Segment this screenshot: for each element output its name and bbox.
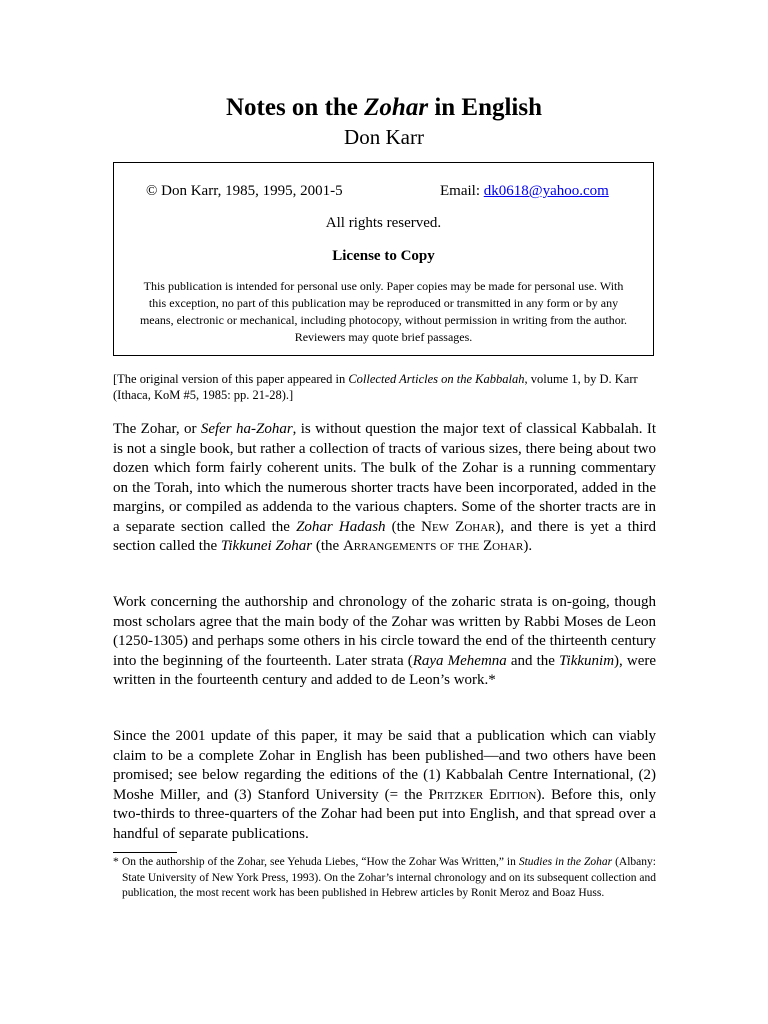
italic-run: Zohar Hadash [296,518,386,535]
footnote-divider [113,852,177,853]
footnote-mark: * [113,856,119,868]
text-run: ), were written in the fourteenth century and added to de Leon’s work.* [113,652,657,688]
note-text: [The original version of this paper appeared in [113,372,349,386]
rights-reserved: All rights reserved. [325,215,442,231]
email-link[interactable]: dk0618@yahoo.com [483,183,609,199]
italic-run: Sefer ha-Zohar [200,421,293,437]
title-suffix: in English [428,94,543,121]
italic-run: Raya Mehemna [412,652,507,669]
text-run: ), and there is yet a third section called the [113,518,656,554]
text-run: The Zohar, or [113,421,201,437]
text-run: On the authorship of the Zohar, see Yehuda Liebes, “How the Zohar Was Written,” in [122,856,519,868]
italic-run: Tikkunim [559,652,615,669]
text-run: , is without question the major text of classical Kabbalah. It is not a single book, but rather a collection of tracts of various sizes, there being about two dozen which form fairly coherent units. The bulk of the Zohar is a running commentary on the Torah, into which the numerous shorter tracts have been incorporated, added in the margins, or compiled as addenda to the various chapters. Some of the shorter tracts are in a separate section called the [113,421,656,535]
title-italic: Zohar [364,94,429,121]
text-run: and the [506,652,560,669]
small-caps-run: Arrangements of the Zohar [342,538,524,554]
license-line: This publication is intended for personal use only. Paper copies may be made for personal use. With [143,279,624,293]
text-run: Since the 2001 update of this paper, it may be said that a publication which can viably claim to be a complete Zohar in English has been published—and two others have been promised; see below regarding the editions of the (1) Kabbalah Centre International, (2) Moshe Miller, and (3) Stanford University (= the [113,728,656,803]
text-run: (the [312,538,343,554]
text-run: (the [385,518,422,535]
author-name: Don Karr [344,125,424,149]
license-line: means, electronic or mechanical, including photocopy, without permission in writing from the author. [139,313,628,327]
text-run: (Albany: State University of New York Press, 1993). On the Zohar’s internal chronology and on its subsequent collection and publication, the most recent work has been published in Hebrew articles by Ronit Meroz and Boaz Huss. [122,856,656,899]
source-note [113,371,656,403]
license-text [122,278,645,346]
paragraph-2 [113,593,656,691]
text-run: ). [523,538,533,554]
italic-run: Studies in the Zohar [518,856,613,868]
text-run: Work concerning the authorship and chronology of the zoharic strata is on-going, though most scholars agree that the main body of the Zohar was written by Rabbi Moses de Leon (1250-1305) and perhaps some others in his circle toward the end of the thirteenth century into the beginning of the fourteenth. Later strata ( [113,594,656,669]
text-run: ). Before this, only two-thirds to three-quarters of the Zohar had been put into English, and that spread over a handful of separate publications. [113,786,656,842]
paragraph-3 [113,727,656,844]
paragraph-1 [113,420,656,557]
license-title: License to Copy [332,248,435,264]
license-box [113,162,654,356]
email-line [440,182,609,200]
page-title [0,92,768,124]
email-label: Email: [440,183,484,199]
license-line: this exception, no part of this publication may be reproduced or transmitted in any form or by any [148,296,619,310]
italic-run: Tikkunei Zohar [220,538,313,554]
license-line: Reviewers may quote brief passages. [294,330,473,344]
title-prefix: Notes on the [225,94,365,121]
small-caps-run: Pritzker Edition [428,786,537,803]
small-caps-run: New Zohar [421,518,496,535]
note-italic: Collected Articles on the Kabbalah [348,372,525,386]
copyright-notice: © Don Karr, 1985, 1995, 2001-5 [146,183,343,199]
footnote [113,855,656,902]
note-text: , volume 1, by D. Karr (Ithaca, KoM #5, 1985: pp. 21-28).] [113,372,638,402]
